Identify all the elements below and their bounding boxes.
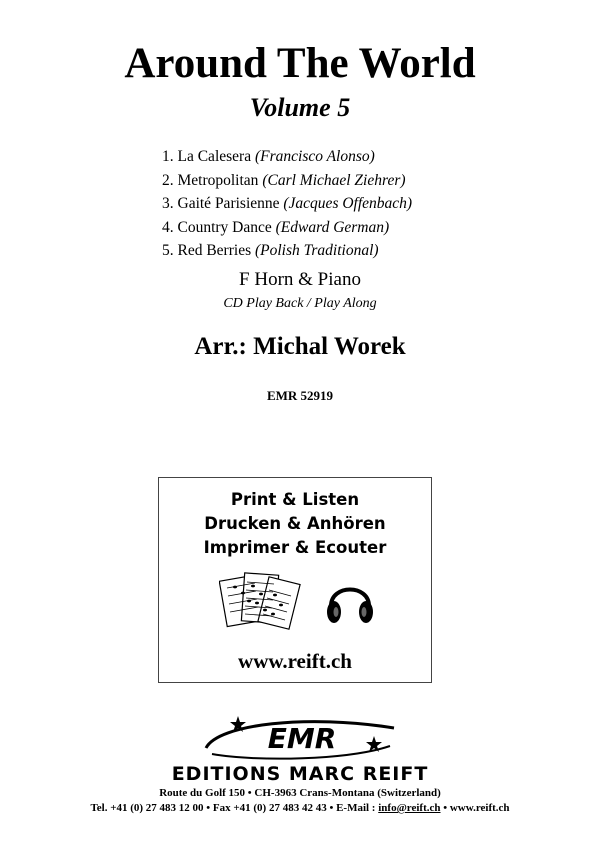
print-listen-box — [158, 477, 432, 683]
work-name: Metropolitan — [177, 171, 259, 189]
website-link[interactable]: www.reift.ch — [238, 649, 352, 673]
work-number: 4. — [162, 218, 174, 236]
publisher-name: EDITIONS MARC REIFT — [171, 763, 429, 785]
publisher-contact — [0, 801, 600, 815]
work-number: 5. — [162, 242, 174, 259]
list-item — [162, 169, 412, 193]
work-name: Gaité Parisienne — [177, 195, 280, 212]
work-composer: (Francisco Alonso) — [254, 148, 375, 165]
works-list — [162, 145, 412, 263]
work-composer: (Jacques Offenbach) — [283, 195, 413, 212]
list-item — [162, 239, 412, 263]
work-name: Country Dance — [177, 218, 272, 236]
list-item — [162, 192, 412, 216]
contact-website: • www.reift.ch — [440, 802, 510, 814]
promo-line-french: Imprimer & Ecouter — [203, 538, 387, 557]
list-item — [162, 216, 412, 240]
work-composer: (Carl Michael Ziehrer) — [262, 171, 406, 189]
work-composer: (Edward German) — [275, 218, 390, 236]
email-link[interactable]: info@reift.ch — [378, 802, 441, 814]
volume-subtitle: Volume 5 — [249, 93, 351, 122]
promo-line-german: Drucken & Anhören — [204, 514, 386, 533]
publisher-address: Route du Golf 150 • CH-3963 Crans-Montana (Switzerland) — [159, 787, 441, 799]
work-composer: (Polish Traditional) — [254, 242, 379, 259]
work-number: 2. — [162, 171, 174, 189]
instrumentation: F Horn & Piano — [239, 269, 361, 290]
work-number: 1. — [162, 148, 174, 165]
headphones-icon — [325, 574, 375, 628]
cd-playback-note: CD Play Back / Play Along — [223, 296, 377, 311]
work-name: Red Berries — [177, 242, 252, 259]
logo-text: EMR — [267, 722, 337, 755]
catalog-number: EMR 52919 — [266, 388, 334, 403]
arranger-credit: Arr.: Michal Worek — [194, 333, 406, 360]
promo-line-english: Print & Listen — [230, 490, 360, 509]
contact-phone-fax: Tel. +41 (0) 27 483 12 00 • Fax +41 (0) 27 483 42 43 • E-Mail : — [90, 802, 379, 814]
work-number: 3. — [162, 195, 174, 212]
emr-logo-icon — [198, 712, 402, 764]
page-title: Around The World — [124, 40, 476, 87]
work-name: La Calesera — [177, 148, 252, 165]
list-item — [162, 145, 412, 169]
sheet-music-icon — [219, 570, 301, 632]
